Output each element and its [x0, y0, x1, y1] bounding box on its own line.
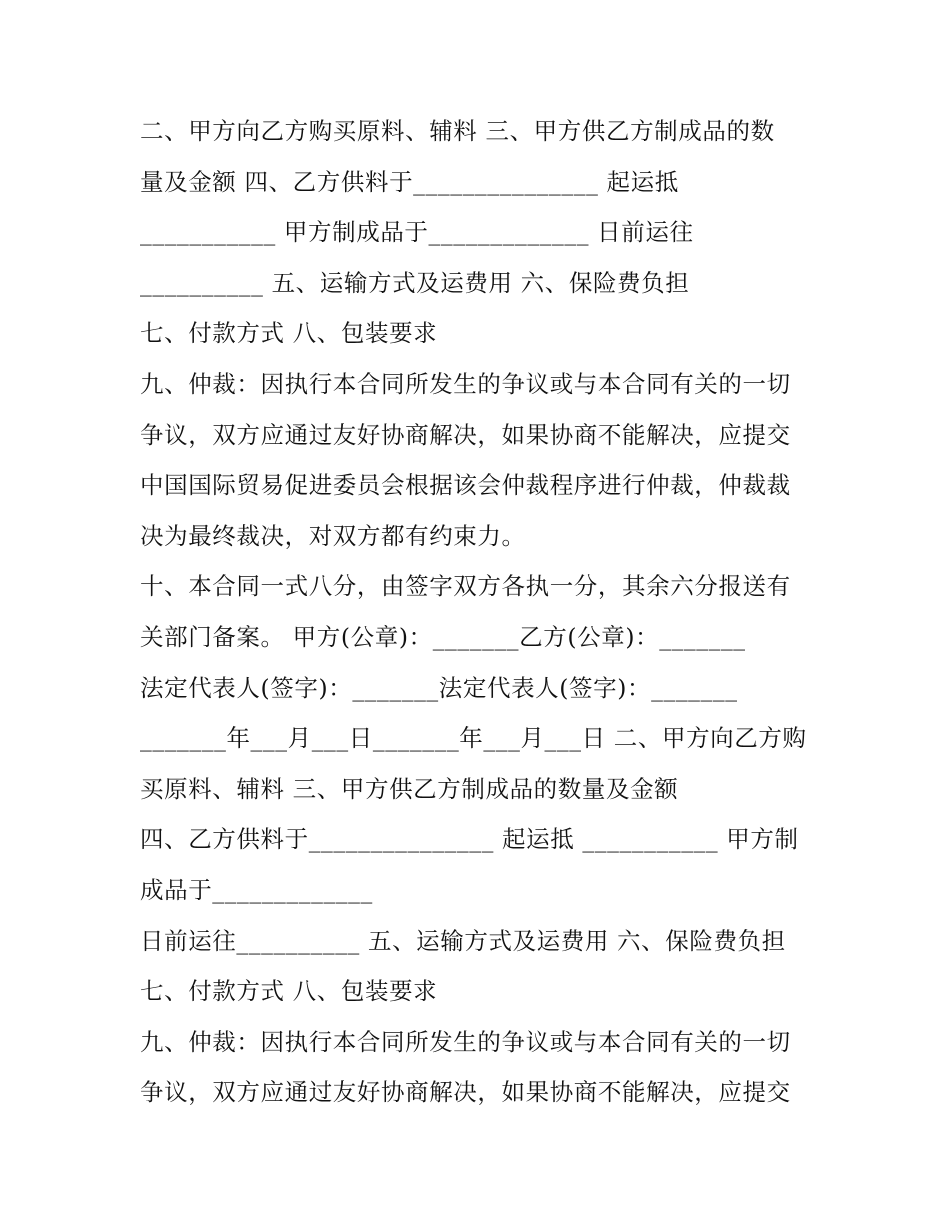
- text-line: 二、甲方向乙方购买原料、辅料 三、甲方供乙方制成品的数: [140, 117, 775, 145]
- text-line: 十、本合同一式八分，由签字双方各执一分，其余六分报送有: [140, 572, 791, 601]
- text-line: 买原料、辅料 三、甲方供乙方制成品的数量及金额: [140, 774, 679, 803]
- text-line: 量及金额 四、乙方供料于_______________ 起运抵: [140, 167, 679, 196]
- contract-text: [140, 106, 830, 1118]
- text-line: 关部门备案。 甲方(公章)：_______乙方(公章)：_______: [140, 622, 746, 651]
- text-line: 中国国际贸易促进委员会根据该会仲裁程序进行仲裁，仲裁裁: [140, 471, 791, 500]
- text-line: 成品于_____________: [140, 875, 373, 904]
- text-line: _______年___月___日_______年___月___日 二、甲方向乙方购: [140, 724, 807, 753]
- text-line: ___________ 甲方制成品于_____________ 日前运往: [140, 218, 694, 247]
- text-line: 七、付款方式 八、包装要求: [140, 977, 438, 1006]
- text-line: __________ 五、运输方式及运费用 六、保险费负担: [140, 268, 690, 297]
- text-line: 争议，双方应通过友好协商解决，如果协商不能解决，应提交: [140, 420, 791, 449]
- text-line: 九、仲裁：因执行本合同所发生的争议或与本合同有关的一切: [140, 1027, 791, 1056]
- text-line: 争议，双方应通过友好协商解决，如果协商不能解决，应提交: [140, 1078, 791, 1107]
- text-line: 七、付款方式 八、包装要求: [140, 319, 438, 348]
- text-line: 决为最终裁决，对双方都有约束力。: [140, 521, 526, 550]
- text-line: 日前运往__________ 五、运输方式及运费用 六、保险费负担: [140, 926, 786, 955]
- text-line: 法定代表人(签字)：_______法定代表人(签字)：_______: [140, 673, 738, 702]
- text-line: 四、乙方供料于_______________ 起运抵 ___________ 甲方制: [140, 825, 799, 854]
- text-line: 九、仲裁：因执行本合同所发生的争议或与本合同有关的一切: [140, 369, 791, 398]
